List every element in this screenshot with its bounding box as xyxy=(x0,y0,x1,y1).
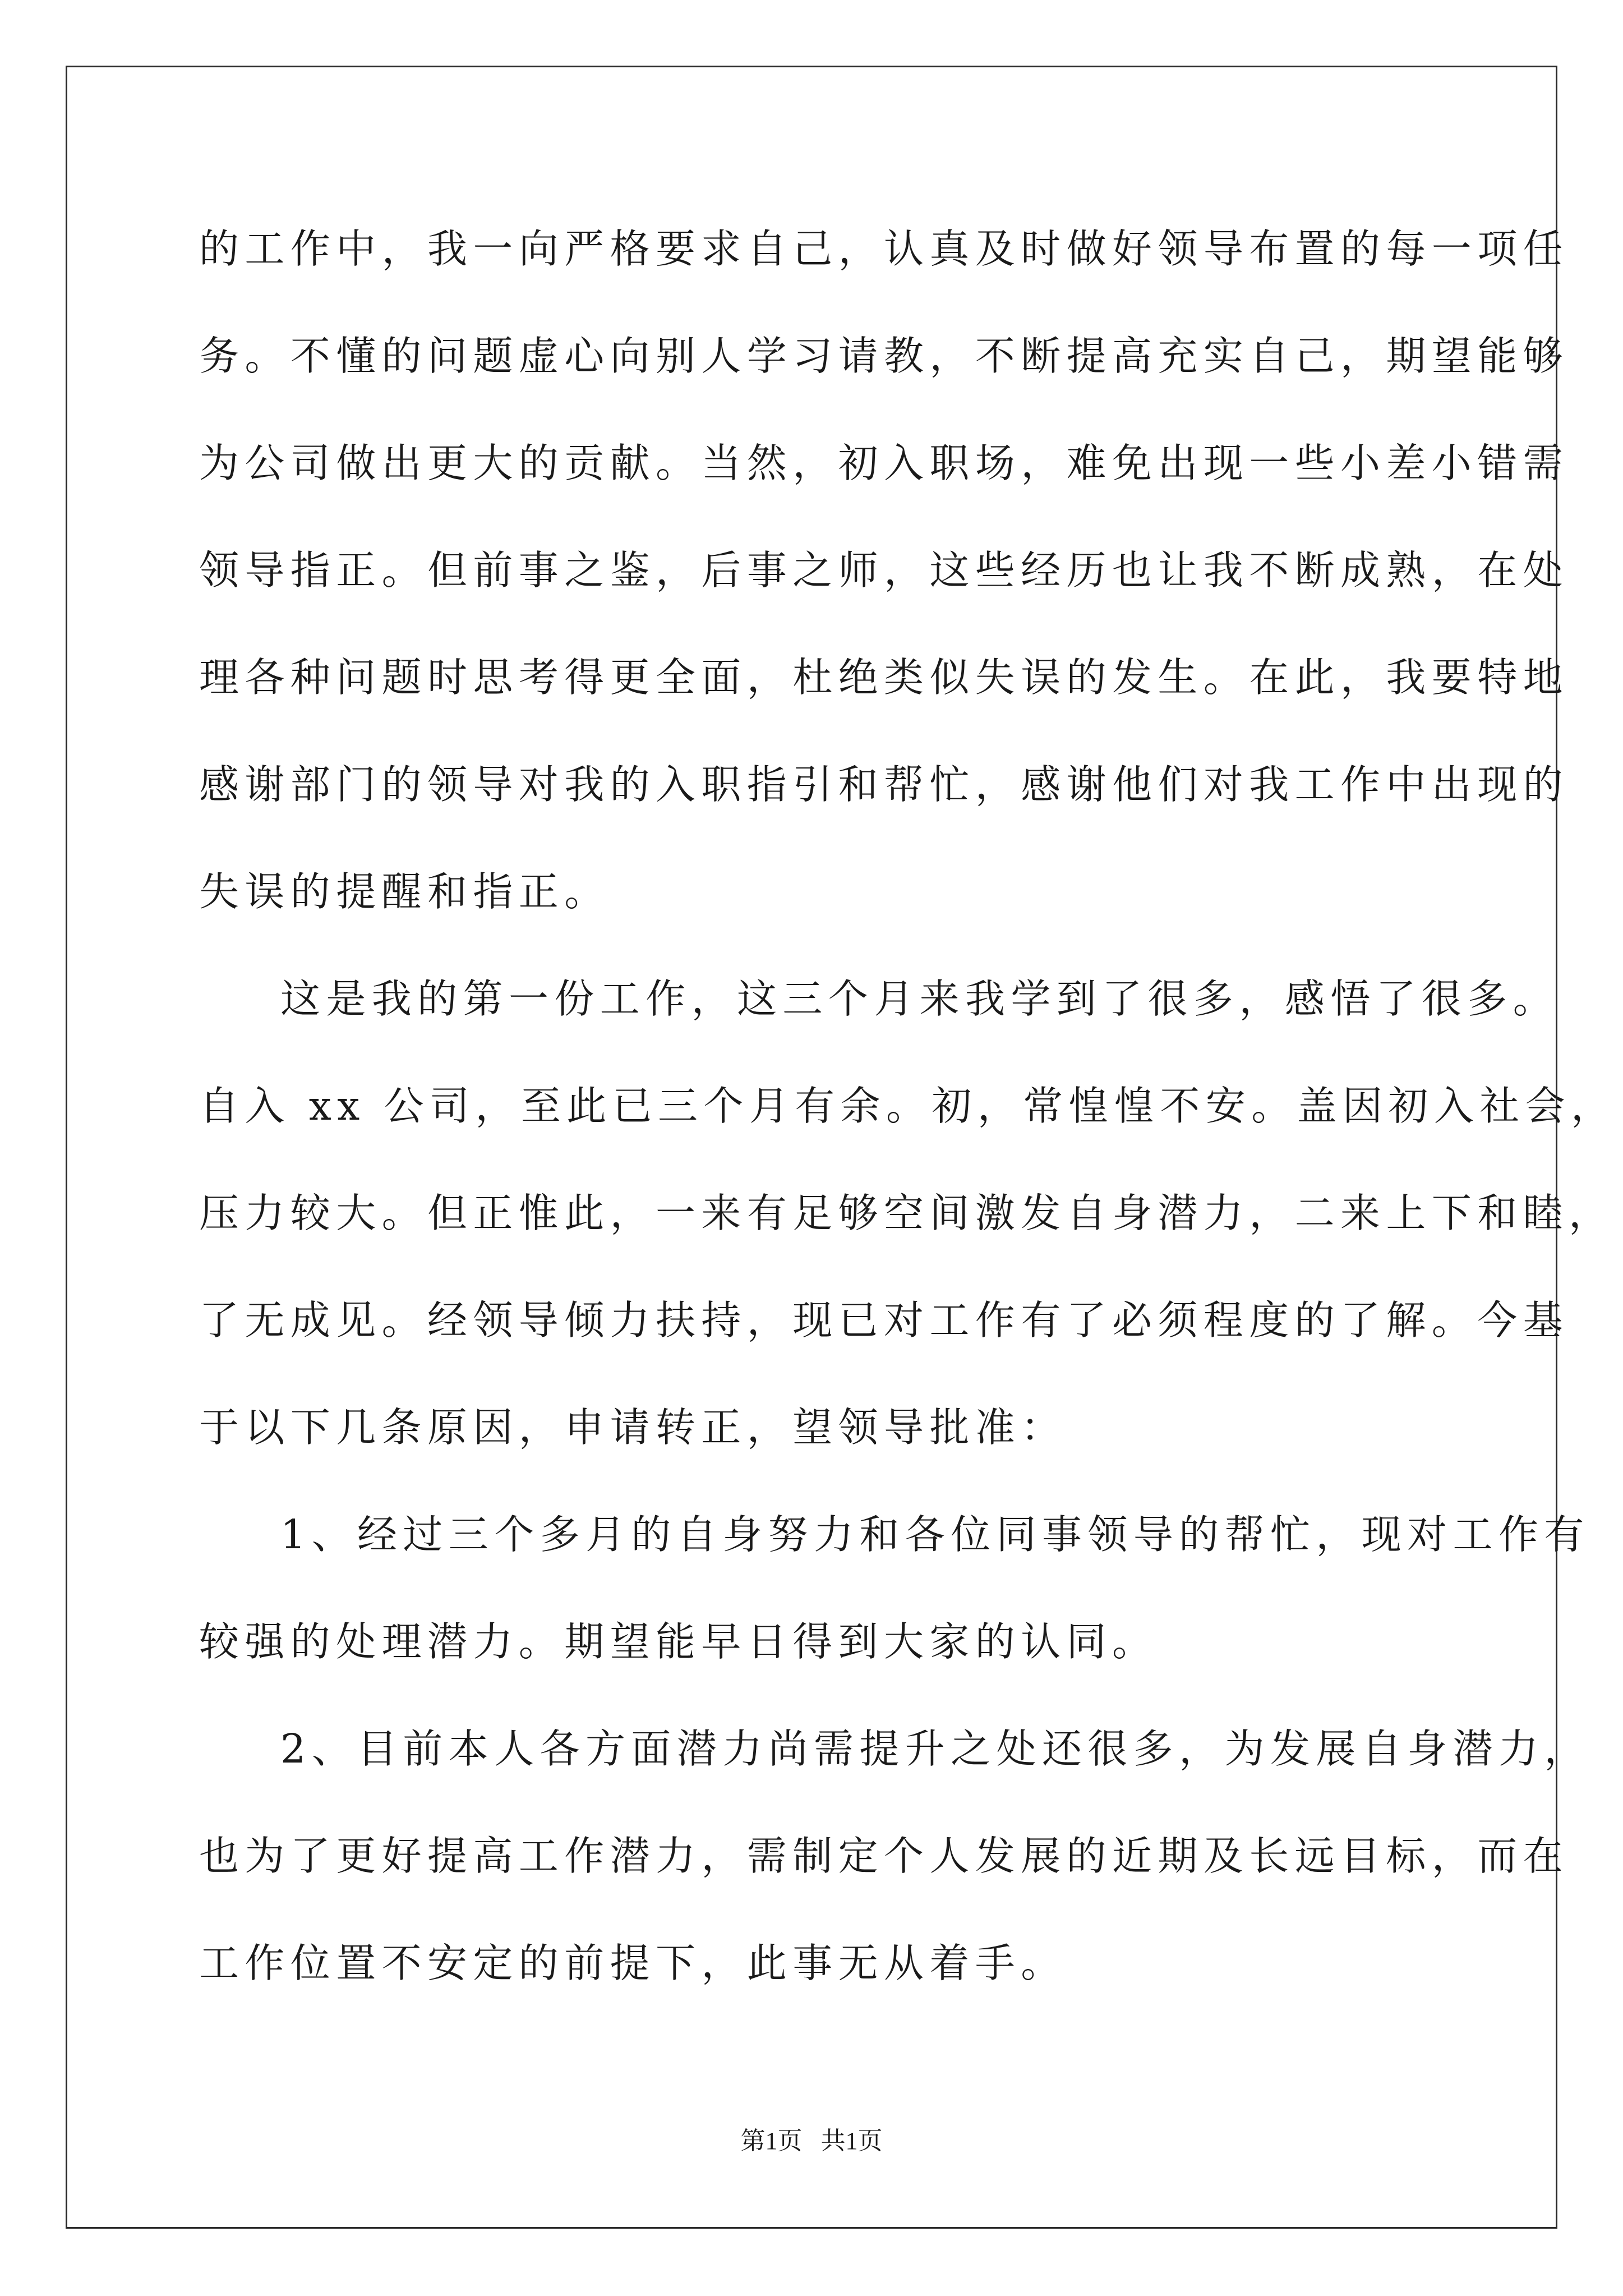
list-item-2: 2、目前本人各方面潜力尚需提升之处还很多，为发展自身潜力， xyxy=(280,1726,1590,1772)
body-text-line: 感谢部门的领导对我的入职指引和帮忙，感谢他们对我工作中出现的 xyxy=(199,761,1569,808)
body-text-line: 压力较大。但正惟此，一来有足够空间激发自身潜力，二来上下和睦， xyxy=(199,1190,1615,1236)
body-text-line: 领导指正。但前事之鉴，后事之师，这些经历也让我不断成熟，在处 xyxy=(199,547,1569,593)
body-text-line: 了无成见。经领导倾力扶持，现已对工作有了必须程度的了解。今基 xyxy=(199,1297,1569,1343)
body-text-line: 为公司做出更大的贡献。当然，初入职场，难免出现一些小差小错需 xyxy=(199,440,1569,486)
list-item-1: 1、经过三个多月的自身努力和各位同事领导的帮忙，现对工作有 xyxy=(280,1511,1590,1558)
paragraph-first-line: 这是我的第一份工作，这三个月来我学到了很多，感悟了很多。 xyxy=(280,976,1559,1022)
body-text-line: 务。不懂的问题虚心向别人学习请教，不断提高充实自己，期望能够 xyxy=(199,333,1569,379)
body-text-line: 理各种问题时思考得更全面，杜绝类似失误的发生。在此，我要特地 xyxy=(199,654,1569,701)
body-text-line: 较强的处理潜力。期望能早日得到大家的认同。 xyxy=(199,1618,1158,1665)
body-text-line: 工作位置不安定的前提下，此事无从着手。 xyxy=(199,1940,1067,1986)
body-text-line: 也为了更好提高工作潜力，需制定个人发展的近期及长远目标，而在 xyxy=(199,1833,1569,1879)
page-number-footer: 第1页 共1页 xyxy=(740,2127,883,2155)
body-text-line: 的工作中，我一向严格要求自己，认真及时做好领导布置的每一项任 xyxy=(199,226,1569,272)
page-border xyxy=(66,66,1557,2229)
body-text-line: 失误的提醒和指正。 xyxy=(199,868,610,915)
body-text-line: 自入 xx 公司，至此已三个月有余。初，常惶惶不安。盖因初入社会， xyxy=(199,1083,1617,1129)
body-text-line: 于以下几条原因，申请转正，望领导批准： xyxy=(199,1404,1067,1451)
